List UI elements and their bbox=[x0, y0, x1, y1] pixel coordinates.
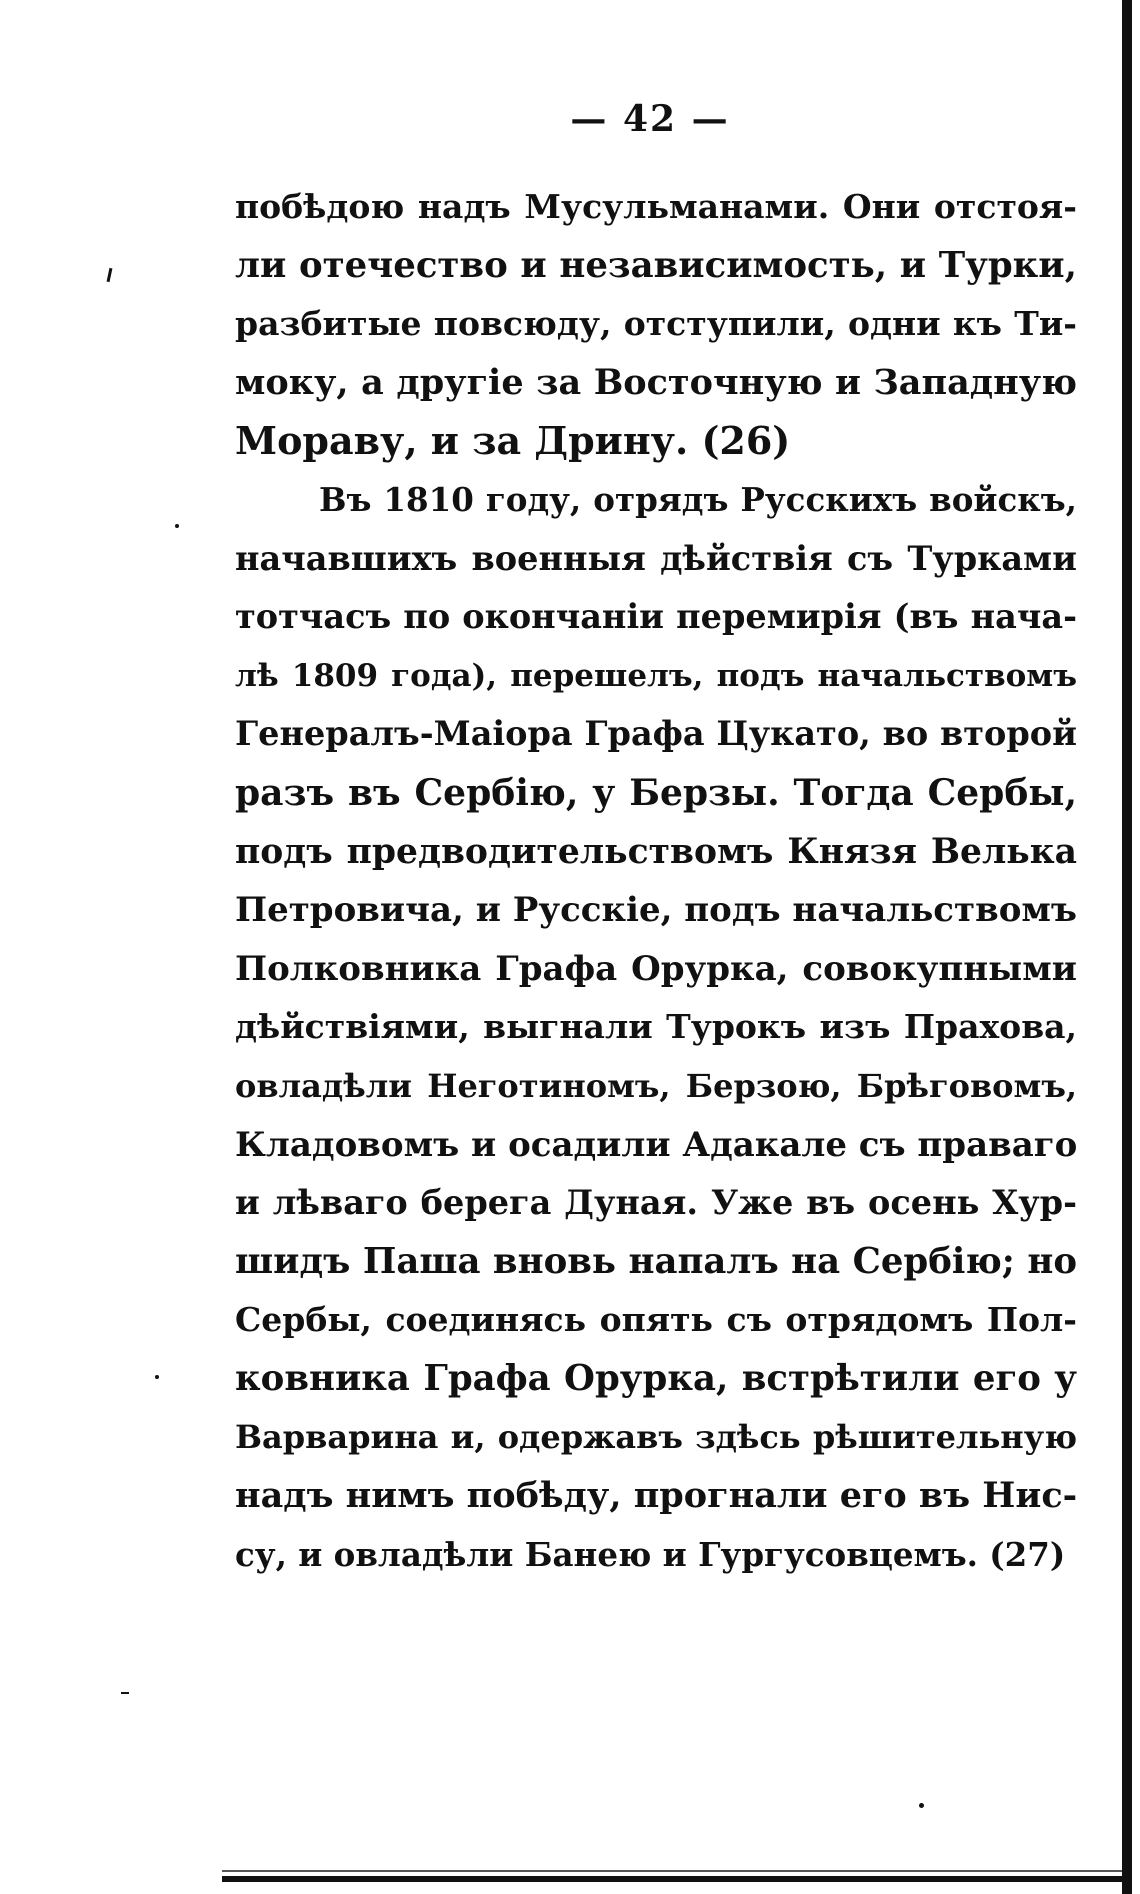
text-line: подъ предводительствомъ Князя Велька bbox=[235, 831, 1077, 872]
text-line: Полковника Графа Орурка, совокупными bbox=[235, 948, 1077, 989]
text-line: и лѣваго берега Дуная. Уже въ осень Хур- bbox=[235, 1183, 1077, 1223]
text-line: ли отечество и независимость, и Турки, bbox=[235, 244, 1077, 286]
bottom-edge-rule bbox=[222, 1870, 1122, 1872]
scan-speck bbox=[919, 1803, 924, 1808]
text-line: дѣйствіями, выгнали Турокъ изъ Прахова, bbox=[235, 1007, 1077, 1047]
text-line: ковника Графа Орурка, встрѣтили его у bbox=[235, 1357, 1077, 1399]
text-line: су, и овладѣли Банею и Гургусовцемъ. (27) bbox=[235, 1534, 1066, 1574]
bottom-edge-shadow bbox=[222, 1876, 1122, 1882]
text-line: тотчасъ по окончаніи перемирія (въ нача- bbox=[235, 597, 1077, 637]
text-line: лѣ 1809 года), перешелъ, подъ начальствомъ bbox=[235, 657, 1077, 694]
scan-speck bbox=[175, 524, 179, 528]
text-line: побѣдою надъ Мусульманами. Они отстоя- bbox=[235, 187, 1077, 226]
text-line: шидъ Паша вновь напалъ на Сербію; но bbox=[235, 1240, 1077, 1282]
text-line: Кладовомъ и осадили Адакале съ праваго bbox=[235, 1124, 1078, 1165]
text-line: начавшихъ военныя дѣйствія съ Турками bbox=[235, 538, 1077, 578]
right-edge-shadow bbox=[1122, 0, 1132, 1894]
scan-speck bbox=[121, 1692, 129, 1694]
text-line: Генералъ-Маіора Графа Цукато, во второй bbox=[235, 714, 1077, 754]
body-text bbox=[235, 178, 1077, 1584]
text-line: Въ 1810 году, отрядъ Русскихъ войскъ, bbox=[319, 479, 1077, 519]
text-line: разбитые повсюду, отступили, одни къ Ти- bbox=[235, 304, 1077, 344]
text-line: Варварина и, одержавъ здѣсь рѣшительную bbox=[235, 1418, 1077, 1457]
text-line: Мораву, и за Дрину. (26) bbox=[235, 418, 791, 464]
text-line: разъ въ Сербію, у Берзы. Тогда Сербы, bbox=[235, 771, 1077, 814]
text-line: моку, а другіе за Восточную и Западную bbox=[235, 361, 1077, 403]
page-number: — 42 — bbox=[570, 98, 730, 140]
scan-speck bbox=[107, 268, 113, 282]
scan-speck bbox=[155, 1375, 159, 1379]
text-line: овладѣли Неготиномъ, Берзою, Брѣговомъ, bbox=[235, 1066, 1077, 1105]
text-line: надъ нимъ побѣду, прогнали его въ Нис- bbox=[235, 1475, 1078, 1517]
text-line: Петровича, и Русскіе, подъ начальствомъ bbox=[235, 890, 1077, 931]
text-line: Сербы, соединясь опять съ отрядомъ Пол- bbox=[235, 1300, 1077, 1340]
